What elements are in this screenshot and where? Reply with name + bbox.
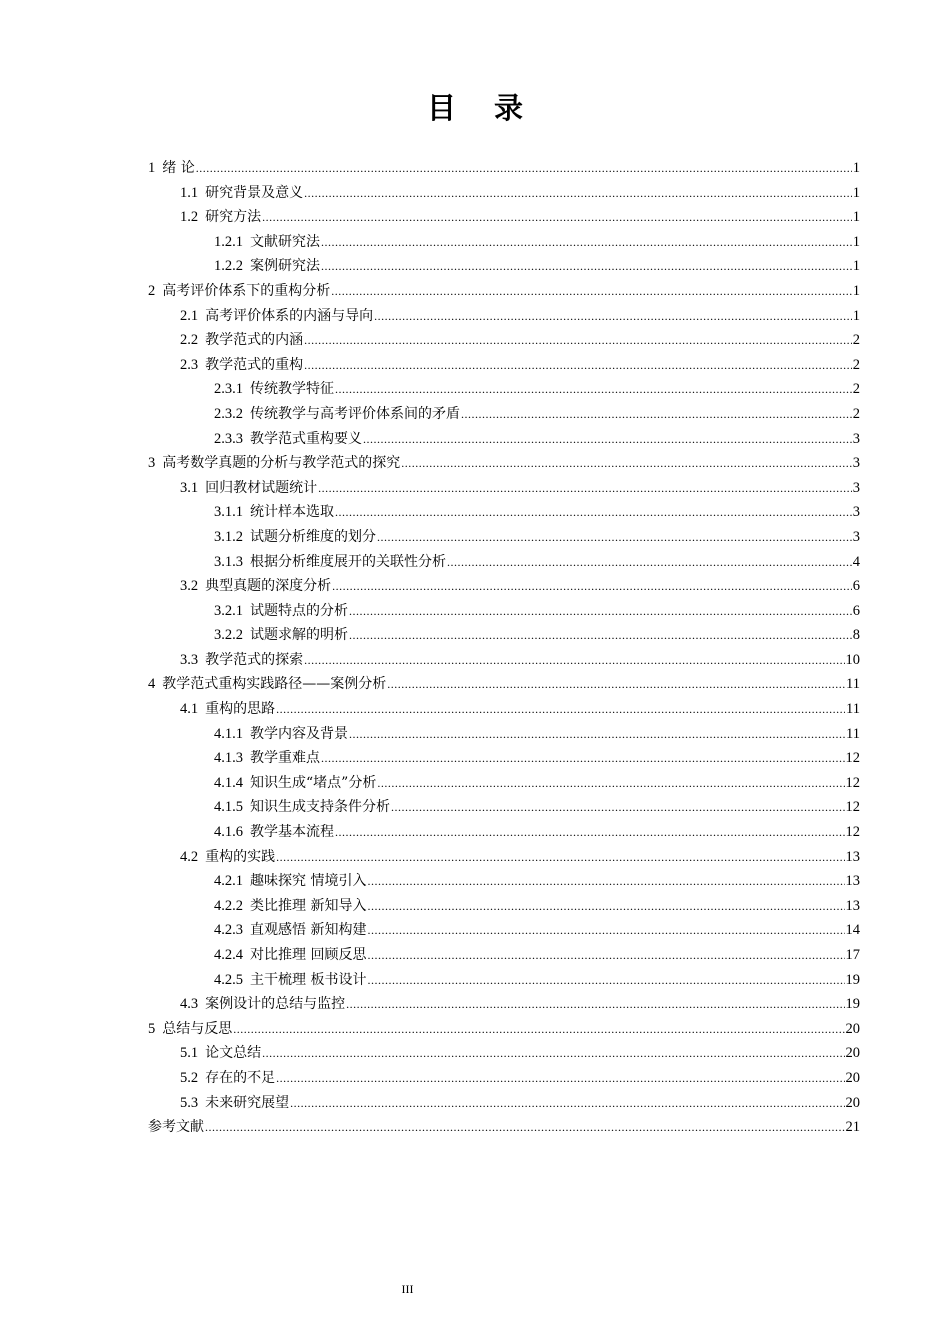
toc-entry-title: 知识生成支持条件分析 xyxy=(250,799,390,816)
toc-entry-number: 4.2.3 xyxy=(214,922,243,939)
toc-entry-page: 21 xyxy=(845,1119,860,1136)
toc-entry-page: 2 xyxy=(852,381,860,398)
toc-entry[interactable] xyxy=(148,869,860,894)
toc-dot-leader xyxy=(262,205,852,230)
table-of-contents xyxy=(148,156,860,1140)
toc-entry[interactable] xyxy=(148,525,860,550)
toc-entry-page: 19 xyxy=(845,971,860,988)
toc-dot-leader xyxy=(331,279,852,304)
toc-dot-leader xyxy=(387,672,845,697)
toc-entry-number: 4.2.2 xyxy=(214,897,243,914)
toc-entry-title: 存在的不足 xyxy=(205,1069,276,1086)
toc-entry-number: 1.2 xyxy=(180,209,199,226)
toc-entry-title: 重构的实践 xyxy=(205,848,276,865)
toc-entry-number: 4.2.4 xyxy=(214,947,243,963)
toc-entry-page: 4 xyxy=(852,553,860,570)
toc-entry-page: 11 xyxy=(846,676,860,693)
toc-dot-leader xyxy=(332,574,852,599)
toc-entry-title: 高考评价体系下的重构分析 xyxy=(162,282,331,299)
toc-entry-number: 5.3 xyxy=(180,1094,199,1111)
toc-entry-page: 6 xyxy=(852,602,860,619)
toc-entry-page: 2 xyxy=(852,332,860,349)
toc-entry[interactable] xyxy=(148,550,860,575)
toc-entry-title: 教学范式的内涵 xyxy=(205,332,304,349)
toc-entry-number: 4.2 xyxy=(180,848,199,865)
toc-entry-page: 1 xyxy=(852,233,860,250)
toc-entry[interactable] xyxy=(148,992,860,1017)
toc-entry-page: 17 xyxy=(845,947,860,963)
toc-entry[interactable] xyxy=(148,328,860,353)
toc-entry[interactable] xyxy=(148,968,860,993)
toc-entry-page: 2 xyxy=(852,356,860,373)
toc-dot-leader xyxy=(321,254,852,279)
toc-entry[interactable] xyxy=(148,648,860,673)
toc-entry-title: 未来研究展望 xyxy=(205,1094,290,1111)
toc-entry-title: 根据分析维度展开的关联性分析 xyxy=(250,553,446,570)
toc-dot-leader xyxy=(262,1041,844,1066)
toc-entry-title: 研究背景及意义 xyxy=(205,184,304,201)
toc-entry[interactable] xyxy=(148,230,860,255)
toc-entry-number: 5 xyxy=(148,1020,156,1037)
toc-entry-title: 知识生成“堵点”分析 xyxy=(250,774,377,791)
toc-entry-title: 主干梳理 板书设计 xyxy=(250,971,367,988)
toc-dot-leader xyxy=(335,377,852,402)
toc-dot-leader xyxy=(391,795,845,820)
toc-entry-title: 总结与反思 xyxy=(162,1020,233,1037)
toc-entry-page: 12 xyxy=(845,750,860,767)
toc-entry-page: 13 xyxy=(845,873,860,890)
toc-dot-leader xyxy=(367,918,844,943)
toc-entry-title: 研究方法 xyxy=(205,209,262,226)
toc-entry-title: 类比推理 新知导入 xyxy=(250,897,367,914)
toc-entry-number: 1.2.2 xyxy=(214,258,243,275)
toc-entry-page: 1 xyxy=(852,160,860,176)
toc-entry-title: 教学范式的重构 xyxy=(205,356,304,373)
toc-entry-number: 3.2.1 xyxy=(214,602,243,619)
toc-entry-page: 13 xyxy=(845,848,860,865)
toc-entry-title: 教学重难点 xyxy=(250,750,320,767)
toc-dot-leader xyxy=(276,845,844,870)
toc-dot-leader xyxy=(304,648,844,673)
toc-entry-page: 11 xyxy=(846,701,860,718)
toc-dot-leader xyxy=(367,968,844,993)
toc-entry-page: 13 xyxy=(845,897,860,914)
toc-entry[interactable] xyxy=(148,181,860,206)
toc-entry[interactable] xyxy=(148,304,860,329)
toc-dot-leader xyxy=(276,697,845,722)
toc-dot-leader xyxy=(318,476,852,501)
toc-entry[interactable] xyxy=(148,845,860,870)
toc-entry-title: 教学内容及背景 xyxy=(250,725,348,742)
toc-entry-number: 2.3 xyxy=(180,356,199,373)
toc-entry-number: 4.3 xyxy=(180,996,199,1013)
toc-entry-title: 试题求解的明析 xyxy=(250,627,348,644)
toc-entry-number: 3.3 xyxy=(180,651,199,668)
toc-entry[interactable] xyxy=(148,1041,860,1066)
toc-entry-number: 3.1.3 xyxy=(214,553,243,570)
toc-dot-leader xyxy=(196,156,852,181)
toc-dot-leader xyxy=(205,1115,845,1140)
toc-entry-title: 重构的思路 xyxy=(205,701,276,718)
toc-entry-number: 4.2.1 xyxy=(214,873,243,890)
toc-entry-title: 直观感悟 新知构建 xyxy=(250,922,367,939)
toc-entry[interactable] xyxy=(148,894,860,919)
toc-dot-leader xyxy=(304,353,852,378)
toc-entry-number: 5.2 xyxy=(180,1069,199,1086)
toc-entry-page: 12 xyxy=(845,774,860,791)
toc-entry[interactable] xyxy=(148,402,860,427)
toc-entry-page: 3 xyxy=(852,504,860,521)
toc-entry-number: 3 xyxy=(148,455,156,472)
toc-entry-title: 教学范式重构实践路径——案例分析 xyxy=(162,676,387,693)
toc-entry-page: 3 xyxy=(852,528,860,545)
toc-entry-page: 1 xyxy=(852,282,860,299)
toc-entry-title: 趣味探究 情境引入 xyxy=(250,873,367,890)
toc-entry-title: 高考数学真题的分析与教学范式的探究 xyxy=(162,455,401,472)
toc-entry-number: 4.1.1 xyxy=(214,725,243,742)
page-number: III xyxy=(401,1282,414,1296)
toc-entry-title: 参考文献 xyxy=(148,1119,204,1136)
toc-entry[interactable] xyxy=(148,672,860,697)
toc-entry-number: 4.1.3 xyxy=(214,750,243,767)
toc-entry-number: 1.2.1 xyxy=(214,233,243,250)
toc-dot-leader xyxy=(367,943,844,968)
toc-entry-title: 教学范式重构要义 xyxy=(250,430,362,447)
toc-entry-title: 教学基本流程 xyxy=(250,824,334,841)
toc-entry[interactable] xyxy=(148,722,860,747)
toc-dot-leader xyxy=(335,820,845,845)
toc-entry-title: 论文总结 xyxy=(205,1045,262,1062)
toc-entry[interactable] xyxy=(148,1066,860,1091)
toc-entry[interactable] xyxy=(148,156,860,181)
toc-entry-page: 1 xyxy=(852,258,860,275)
toc-entry-number: 3.2 xyxy=(180,578,199,595)
toc-entry-page: 8 xyxy=(852,627,860,644)
toc-entry-title: 高考评价体系的内涵与导向 xyxy=(205,307,374,324)
toc-entry-number: 2.3.3 xyxy=(214,430,243,447)
toc-entry-title: 绪 论 xyxy=(162,160,195,176)
toc-entry[interactable] xyxy=(148,574,860,599)
toc-entry-number: 2.3.2 xyxy=(214,405,243,422)
toc-dot-leader xyxy=(349,623,852,648)
toc-dot-leader xyxy=(233,1017,844,1042)
toc-entry-page: 20 xyxy=(845,1045,860,1062)
toc-entry-title: 传统教学与高考评价体系间的矛盾 xyxy=(250,405,460,422)
toc-dot-leader xyxy=(321,746,845,771)
toc-entry[interactable] xyxy=(148,820,860,845)
toc-entry-number: 4.1 xyxy=(180,701,199,718)
toc-entry[interactable] xyxy=(148,254,860,279)
toc-entry-page: 14 xyxy=(845,922,860,939)
toc-entry-number: 4.2.5 xyxy=(214,971,243,988)
toc-entry[interactable] xyxy=(148,353,860,378)
toc-dot-leader xyxy=(401,451,852,476)
toc-entry-page: 12 xyxy=(845,799,860,816)
toc-entry-number: 4.1.6 xyxy=(214,824,243,841)
toc-dot-leader xyxy=(377,771,844,796)
toc-entry-page: 19 xyxy=(845,996,860,1013)
toc-entry-page: 10 xyxy=(845,651,860,668)
toc-entry[interactable] xyxy=(148,795,860,820)
toc-entry-page: 6 xyxy=(852,578,860,595)
toc-dot-leader xyxy=(349,722,845,747)
toc-entry[interactable] xyxy=(148,377,860,402)
toc-dot-leader xyxy=(461,402,852,427)
toc-entry-page: 20 xyxy=(845,1094,860,1111)
toc-entry-title: 对比推理 回顾反思 xyxy=(250,947,367,963)
toc-dot-leader xyxy=(374,304,852,329)
toc-entry-number: 3.1.2 xyxy=(214,528,243,545)
toc-entry-page: 12 xyxy=(845,824,860,841)
toc-dot-leader xyxy=(304,181,852,206)
toc-dot-leader xyxy=(363,427,852,452)
toc-entry-number: 1.1 xyxy=(180,184,199,201)
toc-entry[interactable] xyxy=(148,279,860,304)
toc-dot-leader xyxy=(377,525,852,550)
toc-entry-number: 1 xyxy=(148,160,156,176)
toc-entry[interactable] xyxy=(148,697,860,722)
toc-entry-title: 案例研究法 xyxy=(250,258,320,275)
toc-entry-page: 1 xyxy=(852,184,860,201)
toc-entry-number: 4.1.4 xyxy=(214,774,243,791)
toc-entry-title: 传统教学特征 xyxy=(250,381,334,398)
toc-entry-number: 2.2 xyxy=(180,332,199,349)
toc-entry[interactable] xyxy=(148,1091,860,1116)
toc-entry-page: 3 xyxy=(852,430,860,447)
toc-entry-page: 3 xyxy=(852,455,860,472)
toc-entry-number: 2 xyxy=(148,282,156,299)
toc-entry-number: 3.1 xyxy=(180,479,199,496)
toc-entry-title: 试题特点的分析 xyxy=(250,602,348,619)
toc-entry-number: 5.1 xyxy=(180,1045,199,1062)
toc-entry-title: 文献研究法 xyxy=(250,233,320,250)
toc-entry-number: 4 xyxy=(148,676,156,693)
toc-entry-number: 3.2.2 xyxy=(214,627,243,644)
toc-entry-number: 2.1 xyxy=(180,307,199,324)
toc-dot-leader xyxy=(276,1066,844,1091)
toc-entry[interactable] xyxy=(148,427,860,452)
toc-dot-leader xyxy=(447,550,852,575)
toc-entry-title: 典型真题的深度分析 xyxy=(205,578,332,595)
toc-entry[interactable] xyxy=(148,476,860,501)
toc-entry[interactable] xyxy=(148,205,860,230)
toc-entry[interactable] xyxy=(148,918,860,943)
toc-dot-leader xyxy=(304,328,852,353)
toc-entry[interactable] xyxy=(148,746,860,771)
toc-entry-title: 案例设计的总结与监控 xyxy=(205,996,346,1013)
toc-entry[interactable] xyxy=(148,451,860,476)
toc-entry-title: 统计样本选取 xyxy=(250,504,334,521)
toc-entry-title: 试题分析维度的划分 xyxy=(250,528,376,545)
toc-entry-page: 1 xyxy=(852,209,860,226)
toc-entry[interactable] xyxy=(148,1017,860,1042)
toc-entry[interactable] xyxy=(148,1115,860,1140)
toc-dot-leader xyxy=(349,599,852,624)
toc-dot-leader xyxy=(335,500,852,525)
toc-entry[interactable] xyxy=(148,599,860,624)
toc-entry-page: 20 xyxy=(845,1020,860,1037)
toc-entry-title: 教学范式的探索 xyxy=(205,651,304,668)
toc-entry-number: 2.3.1 xyxy=(214,381,243,398)
toc-entry[interactable] xyxy=(148,500,860,525)
toc-entry[interactable] xyxy=(148,771,860,796)
toc-dot-leader xyxy=(290,1091,844,1116)
toc-entry-page: 20 xyxy=(845,1069,860,1086)
toc-dot-leader xyxy=(367,869,844,894)
toc-dot-leader xyxy=(367,894,844,919)
toc-entry-title: 回归教材试题统计 xyxy=(205,479,318,496)
page-title: 目 录 xyxy=(426,91,538,125)
toc-entry[interactable] xyxy=(148,623,860,648)
toc-dot-leader xyxy=(346,992,844,1017)
toc-entry-page: 3 xyxy=(852,479,860,496)
toc-dot-leader xyxy=(321,230,852,255)
toc-entry-number: 4.1.5 xyxy=(214,799,243,816)
toc-entry[interactable] xyxy=(148,943,860,968)
toc-entry-number: 3.1.1 xyxy=(214,504,243,521)
toc-entry-page: 1 xyxy=(852,307,860,324)
toc-entry-page: 11 xyxy=(846,725,860,742)
toc-entry-page: 2 xyxy=(852,405,860,422)
